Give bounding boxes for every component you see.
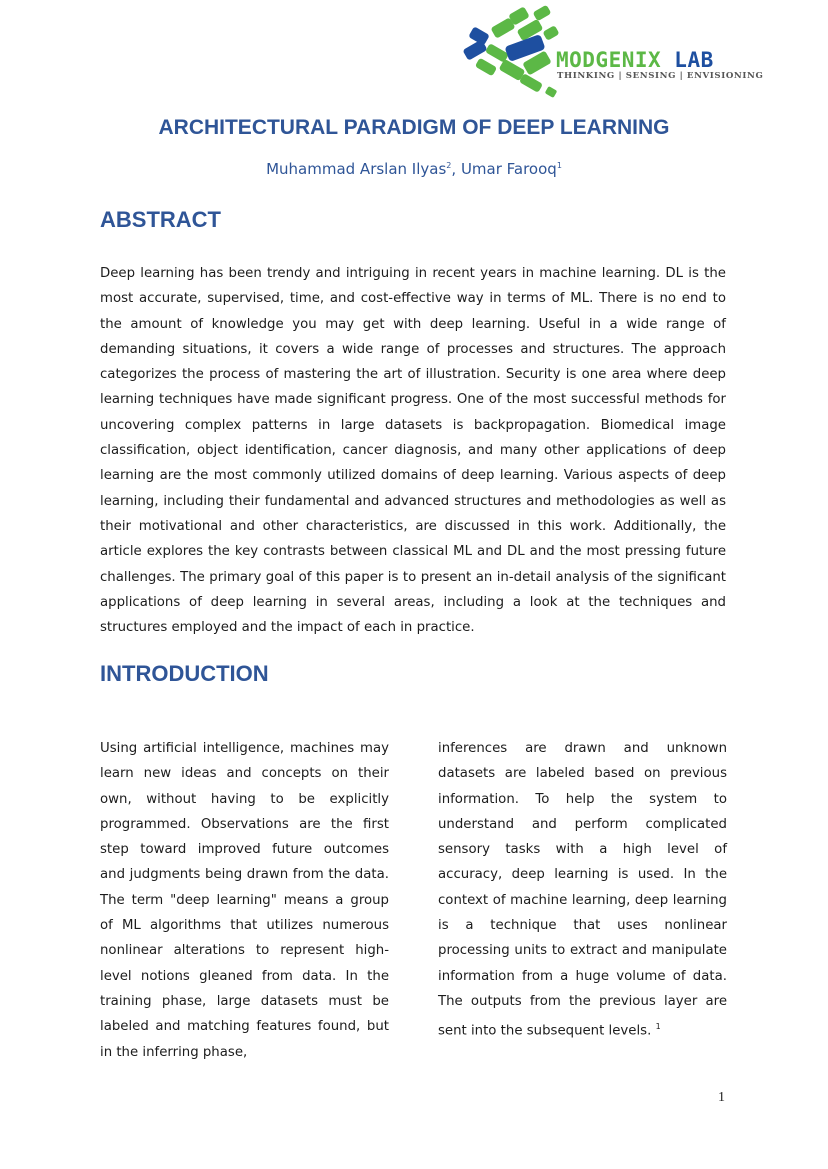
author-separator: , <box>451 160 461 178</box>
introduction-heading: INTRODUCTION <box>100 661 269 686</box>
logo-name-lab: LAB <box>661 48 714 72</box>
author-name: Muhammad Arslan Ilyas <box>266 160 447 178</box>
author-name: Umar Farooq <box>460 160 557 178</box>
logo-name-modgenix: MODGENIX <box>556 48 662 72</box>
introduction-column-left: Using artificial intelligence, machines may learn new ideas and concepts on their own, without having to be explicitly programmed. Observations are the first step toward improved future outcomes and judgments being drawn from the data. The term "deep learning" means a group of ML algorithms that utilizes numerous nonlinear alterations to represent high-level notions gleaned from data. In the training phase, large datasets must be labeled and matching features found, but in the inferring phase, <box>100 741 389 1060</box>
paper-title: ARCHITECTURAL PARADIGM OF DEEP LEARNING <box>158 116 670 139</box>
citation-marker: 1 <box>655 1022 661 1032</box>
modgenix-lab-logo <box>462 4 782 100</box>
page-number: 1 <box>718 1090 725 1105</box>
author-line <box>0 160 828 178</box>
abstract-heading: ABSTRACT <box>100 207 221 232</box>
introduction-column-right <box>438 736 727 1044</box>
abstract-text: Deep learning has been trendy and intriguing in recent years in machine learning. DL is the most accurate, supervised, time, and cost-effective way in terms of ML. There is no end to the amount of knowledge you may get with deep learning. Useful in a wide range of demanding situations, it covers a wide range of processes and structures. The approach categorizes the process of mastering the art of illustration. Security is one area where deep learning techniques have made significant progress. One of the most successful methods for uncovering complex patterns in large datasets is backpropagation. Biomedical image classification, object identification, cancer diagnosis, and many other applications of deep learning are the most commonly utilized domains of deep learning. Various aspects of deep learning, including their fundamental and advanced structures and methodologies as well as their motivational and other characteristics, are discussed in this work. Additionally, the article explores the key contrasts between classical ML and DL and the most pressing future challenges. The primary goal of this paper is to present an in-detail analysis of the significant applications of deep learning in several areas, including a look at the techniques and structures employed and the impact of each in practice. <box>100 266 726 636</box>
logo-tagline: THINKING | SENSING | ENVISIONING <box>557 71 764 81</box>
introduction-column-right-text: inferences are drawn and unknown datasets are labeled based on previous information. To help the system to understand and perform complicated sensory tasks with a high level of accuracy, deep learning is used. In the context of machine learning, deep learning is a technique that uses nonlinear processing units to extract and manipulate information from a huge volume of data. The outputs from the previous layer are sent into the subsequent levels. <box>438 741 727 1039</box>
author-affiliation: 2 <box>446 161 452 170</box>
author-affiliation: 1 <box>556 161 562 170</box>
logo-wordmark <box>556 48 714 72</box>
